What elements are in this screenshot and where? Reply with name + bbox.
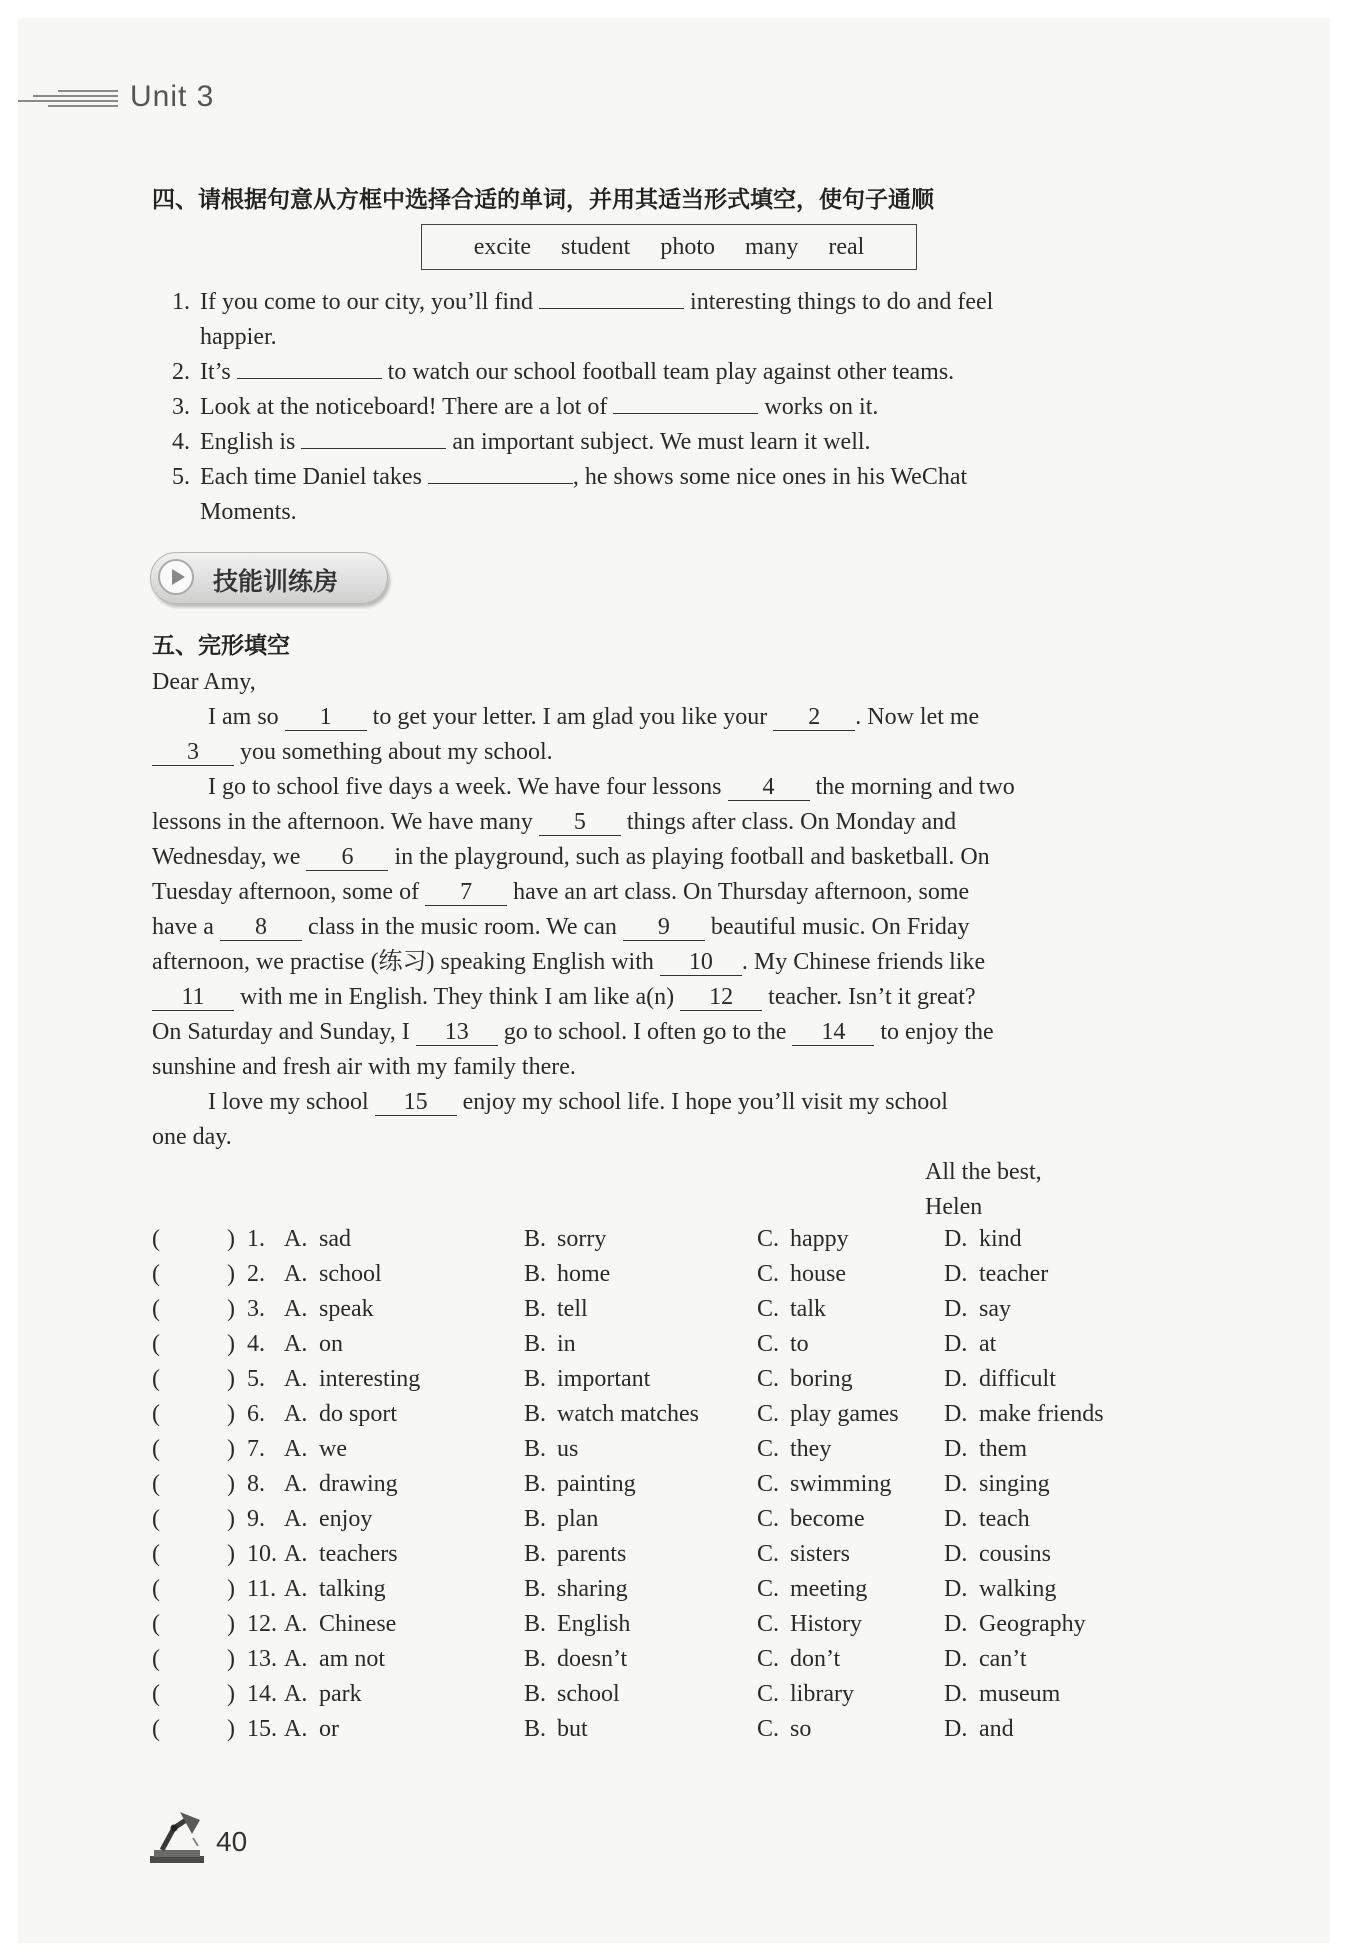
- choice-b[interactable]: sharing: [557, 1576, 628, 1602]
- cloze-blank[interactable]: 2: [773, 704, 855, 731]
- choice-letter-a: A.: [284, 1261, 308, 1287]
- choice-b[interactable]: plan: [557, 1506, 599, 1532]
- question-number: 13.: [247, 1646, 277, 1672]
- choice-a[interactable]: drawing: [319, 1471, 398, 1497]
- choice-letter-b: B.: [524, 1541, 547, 1567]
- choice-letter-b: B.: [524, 1506, 547, 1532]
- passage-line: I am so 1 to get your letter. I am glad you like your 2 . Now let me: [208, 704, 980, 730]
- choice-letter-c: C.: [757, 1296, 780, 1322]
- choice-letter-a: A.: [284, 1296, 308, 1322]
- choice-c[interactable]: house: [790, 1261, 846, 1287]
- question-number: 10.: [247, 1541, 277, 1567]
- choice-letter-b: B.: [524, 1296, 547, 1322]
- choice-c[interactable]: play games: [790, 1401, 899, 1427]
- choice-d[interactable]: and: [979, 1716, 1014, 1742]
- answer-paren-close: ): [227, 1646, 235, 1672]
- question-number: 9.: [247, 1506, 265, 1532]
- answer-paren-open[interactable]: (: [152, 1331, 160, 1357]
- choice-a[interactable]: talking: [319, 1576, 386, 1602]
- desk-lamp-icon: [148, 1810, 206, 1864]
- choice-letter-d: D.: [944, 1401, 968, 1427]
- choice-b[interactable]: home: [557, 1261, 611, 1287]
- passage-line: Tuesday afternoon, some of 7 have an art class. On Thursday afternoon, some: [152, 879, 970, 905]
- passage-line: 11 with me in English. They think I am like a(n) 12 teacher. Isn’t it great?: [152, 980, 976, 1015]
- choice-b[interactable]: watch matches: [557, 1401, 699, 1427]
- passage-line: have a 8 class in the music room. We can 9 beautiful music. On Friday: [152, 914, 970, 940]
- choice-d[interactable]: can’t: [979, 1646, 1027, 1672]
- choice-letter-c: C.: [757, 1331, 780, 1357]
- choice-letter-b: B.: [524, 1261, 547, 1287]
- answer-paren-close: ): [227, 1541, 235, 1567]
- choice-letter-b: B.: [524, 1401, 547, 1427]
- choice-c[interactable]: talk: [790, 1296, 826, 1322]
- choice-c[interactable]: library: [790, 1681, 854, 1707]
- choice-b[interactable]: tell: [557, 1296, 588, 1322]
- question-4: 4. English is an important subject. We must learn it well.: [172, 429, 871, 455]
- choice-letter-c: C.: [757, 1261, 780, 1287]
- option-row: [152, 1327, 1202, 1362]
- choice-letter-a: A.: [284, 1331, 308, 1357]
- choice-b[interactable]: school: [557, 1681, 620, 1707]
- unit-title: Unit 3: [130, 80, 215, 113]
- choice-letter-d: D.: [944, 1646, 968, 1672]
- choice-c[interactable]: boring: [790, 1366, 853, 1392]
- question-number: 8.: [247, 1471, 265, 1497]
- option-row: [152, 1467, 1202, 1502]
- passage-line: one day.: [152, 1124, 232, 1150]
- question-number: 1.: [247, 1226, 265, 1252]
- cloze-blank[interactable]: 6: [306, 844, 388, 871]
- choice-letter-d: D.: [944, 1261, 968, 1287]
- word-bank-item: many: [745, 233, 799, 260]
- choice-letter-a: A.: [284, 1576, 308, 1602]
- choice-letter-c: C.: [757, 1401, 780, 1427]
- passage-line: I love my school 15 enjoy my school life. I hope you’ll visit my school: [208, 1089, 948, 1115]
- choice-letter-a: A.: [284, 1611, 308, 1637]
- choice-letter-c: C.: [757, 1576, 780, 1602]
- answer-paren-open[interactable]: (: [152, 1261, 160, 1287]
- passage-line: Wednesday, we 6 in the playground, such as playing football and basketball. On: [152, 844, 990, 870]
- answer-paren-open[interactable]: (: [152, 1576, 160, 1602]
- choice-letter-d: D.: [944, 1436, 968, 1462]
- question-number: 6.: [247, 1401, 265, 1427]
- letter-greeting: Dear Amy,: [152, 669, 256, 695]
- page-number: 40: [216, 1826, 248, 1857]
- choice-c[interactable]: sisters: [790, 1541, 850, 1567]
- cloze-blank[interactable]: 9: [623, 914, 705, 941]
- choice-a[interactable]: am not: [319, 1646, 385, 1672]
- cloze-blank[interactable]: 10: [660, 949, 742, 976]
- option-row: [152, 1677, 1202, 1712]
- answer-paren-open[interactable]: (: [152, 1436, 160, 1462]
- choice-b[interactable]: doesn’t: [557, 1646, 628, 1672]
- answer-paren-open[interactable]: (: [152, 1296, 160, 1322]
- letter-signature: Helen: [925, 1194, 983, 1220]
- choice-c[interactable]: happy: [790, 1226, 849, 1252]
- question-5-continued: Moments.: [200, 499, 297, 525]
- choice-letter-b: B.: [524, 1611, 547, 1637]
- cloze-blank[interactable]: 8: [220, 914, 302, 941]
- choice-letter-d: D.: [944, 1716, 968, 1742]
- answer-paren-close: ): [227, 1226, 235, 1252]
- header-speed-lines: [18, 90, 118, 106]
- choice-letter-d: D.: [944, 1576, 968, 1602]
- choice-letter-a: A.: [284, 1436, 308, 1462]
- answer-blank[interactable]: [301, 428, 446, 449]
- choice-letter-c: C.: [757, 1646, 780, 1672]
- passage-line: afternoon, we practise (练习) speaking English with 10 . My Chinese friends like: [152, 949, 986, 975]
- answer-blank[interactable]: [539, 288, 684, 309]
- word-bank-item: real: [828, 233, 865, 260]
- choice-letter-b: B.: [524, 1471, 547, 1497]
- choice-letter-a: A.: [284, 1401, 308, 1427]
- skills-training-badge: [150, 552, 388, 604]
- choice-d[interactable]: cousins: [979, 1541, 1051, 1567]
- letter-closing: All the best,: [925, 1159, 1042, 1185]
- choice-c[interactable]: History: [790, 1611, 862, 1637]
- question-number: 4.: [247, 1331, 265, 1357]
- answer-paren-open[interactable]: (: [152, 1716, 160, 1742]
- answer-paren-close: ): [227, 1611, 235, 1637]
- choice-d[interactable]: them: [979, 1436, 1027, 1462]
- answer-paren-open[interactable]: (: [152, 1226, 160, 1252]
- choice-letter-a: A.: [284, 1506, 308, 1532]
- question-1: 1. If you come to our city, you’ll find interesting things to do and feel: [172, 289, 994, 315]
- choice-b[interactable]: sorry: [557, 1226, 607, 1252]
- cloze-blank[interactable]: 12: [680, 984, 762, 1011]
- cloze-blank[interactable]: 1: [285, 704, 367, 731]
- choice-d[interactable]: make friends: [979, 1401, 1104, 1427]
- choice-letter-d: D.: [944, 1541, 968, 1567]
- passage-line: lessons in the afternoon. We have many 5 things after class. On Monday and: [152, 809, 957, 835]
- cloze-blank[interactable]: 7: [425, 879, 507, 906]
- choice-a[interactable]: school: [319, 1261, 382, 1287]
- choice-letter-b: B.: [524, 1646, 547, 1672]
- answer-paren-close: ): [227, 1471, 235, 1497]
- answer-paren-open[interactable]: (: [152, 1681, 160, 1707]
- question-2: 2. It’s to watch our school football team play against other teams.: [172, 359, 955, 385]
- option-row: [152, 1222, 1202, 1257]
- choice-c[interactable]: become: [790, 1506, 865, 1532]
- question-number: 11.: [247, 1576, 277, 1602]
- choice-b[interactable]: in: [557, 1331, 576, 1357]
- choice-d[interactable]: Geography: [979, 1611, 1086, 1637]
- option-row: [152, 1642, 1202, 1677]
- question-number: 15.: [247, 1716, 277, 1742]
- choice-letter-c: C.: [757, 1541, 780, 1567]
- option-row: [152, 1537, 1202, 1572]
- choice-d[interactable]: teach: [979, 1506, 1030, 1532]
- choice-c[interactable]: meeting: [790, 1576, 868, 1602]
- choice-a[interactable]: or: [319, 1716, 339, 1742]
- choice-letter-d: D.: [944, 1366, 968, 1392]
- cloze-blank[interactable]: 14: [792, 1019, 874, 1046]
- cloze-blank[interactable]: 5: [539, 809, 621, 836]
- question-number: 12.: [247, 1611, 277, 1637]
- cloze-blank[interactable]: 11: [152, 984, 234, 1011]
- question-1-continued: happier.: [200, 324, 277, 350]
- question-number: 3.: [247, 1296, 265, 1322]
- choice-letter-c: C.: [757, 1436, 780, 1462]
- option-row: [152, 1607, 1202, 1642]
- choice-letter-d: D.: [944, 1506, 968, 1532]
- answer-paren-open[interactable]: (: [152, 1471, 160, 1497]
- option-row: [152, 1397, 1202, 1432]
- choice-d[interactable]: teacher: [979, 1261, 1049, 1287]
- option-row: [152, 1502, 1202, 1537]
- answer-paren-close: ): [227, 1366, 235, 1392]
- answer-paren-open[interactable]: (: [152, 1506, 160, 1532]
- answer-paren-open[interactable]: (: [152, 1366, 160, 1392]
- choice-b[interactable]: us: [557, 1436, 579, 1462]
- answer-paren-open[interactable]: (: [152, 1401, 160, 1427]
- choice-letter-c: C.: [757, 1716, 780, 1742]
- choice-a[interactable]: we: [319, 1436, 347, 1462]
- answer-paren-close: ): [227, 1331, 235, 1357]
- answer-paren-open[interactable]: (: [152, 1541, 160, 1567]
- cloze-blank[interactable]: 3: [152, 739, 234, 766]
- answer-paren-open[interactable]: (: [152, 1646, 160, 1672]
- answer-paren-close: ): [227, 1681, 235, 1707]
- choice-a[interactable]: speak: [319, 1296, 374, 1322]
- choice-letter-b: B.: [524, 1226, 547, 1252]
- choice-d[interactable]: museum: [979, 1681, 1061, 1707]
- question-5: 5. Each time Daniel takes , he shows some nice ones in his WeChat: [172, 464, 968, 490]
- choice-a[interactable]: interesting: [319, 1366, 421, 1392]
- answer-paren-close: ): [227, 1436, 235, 1462]
- choice-letter-a: A.: [284, 1471, 308, 1497]
- answer-paren-close: ): [227, 1576, 235, 1602]
- choice-a[interactable]: Chinese: [319, 1611, 397, 1637]
- choice-letter-d: D.: [944, 1226, 968, 1252]
- choice-a[interactable]: sad: [319, 1226, 351, 1252]
- option-row: [152, 1432, 1202, 1467]
- choice-c[interactable]: don’t: [790, 1646, 841, 1672]
- question-number: 7.: [247, 1436, 265, 1462]
- passage-line: I go to school five days a week. We have four lessons 4 the morning and two: [208, 774, 1015, 800]
- section4-title: 四、请根据句意从方框中选择合适的单词，并用其适当形式填空，使句子通顺: [152, 187, 934, 213]
- choice-c[interactable]: to: [790, 1331, 809, 1357]
- choice-letter-b: B.: [524, 1436, 547, 1462]
- choice-letter-c: C.: [757, 1366, 780, 1392]
- choice-b[interactable]: but: [557, 1716, 588, 1742]
- choice-letter-c: C.: [757, 1226, 780, 1252]
- play-icon: [158, 559, 194, 595]
- choice-letter-a: A.: [284, 1716, 308, 1742]
- choice-d[interactable]: kind: [979, 1226, 1022, 1252]
- choice-a[interactable]: on: [319, 1331, 343, 1357]
- choice-letter-a: A.: [284, 1646, 308, 1672]
- question-number: 5.: [247, 1366, 265, 1392]
- cloze-blank[interactable]: 15: [375, 1089, 457, 1116]
- choice-a[interactable]: enjoy: [319, 1506, 373, 1532]
- choice-c[interactable]: swimming: [790, 1471, 892, 1497]
- option-row: [152, 1712, 1202, 1747]
- choice-a[interactable]: park: [319, 1681, 362, 1707]
- answer-paren-close: ): [227, 1261, 235, 1287]
- section5-title: 五、完形填空: [152, 633, 290, 659]
- choice-a[interactable]: do sport: [319, 1401, 397, 1427]
- choice-letter-b: B.: [524, 1366, 547, 1392]
- choice-letter-c: C.: [757, 1471, 780, 1497]
- word-bank-box: [421, 224, 917, 270]
- choice-letter-d: D.: [944, 1331, 968, 1357]
- choice-letter-b: B.: [524, 1681, 547, 1707]
- choice-b[interactable]: parents: [557, 1541, 627, 1567]
- answer-paren-close: ): [227, 1506, 235, 1532]
- question-3: 3. Look at the noticeboard! There are a lot of works on it.: [172, 394, 879, 420]
- choice-d[interactable]: walking: [979, 1576, 1057, 1602]
- choice-letter-b: B.: [524, 1576, 547, 1602]
- word-bank-item: student: [561, 233, 631, 260]
- question-number: 14.: [247, 1681, 277, 1707]
- choice-letter-a: A.: [284, 1681, 308, 1707]
- choice-letter-a: A.: [284, 1226, 308, 1252]
- passage-line: On Saturday and Sunday, I 13 go to school. I often go to the 14 to enjoy the: [152, 1019, 994, 1045]
- word-bank-item: excite: [473, 233, 531, 260]
- choice-b[interactable]: English: [557, 1611, 631, 1637]
- word-bank-item: photo: [660, 233, 715, 260]
- choice-c[interactable]: so: [790, 1716, 812, 1742]
- answer-paren-open[interactable]: (: [152, 1611, 160, 1637]
- option-row: [152, 1572, 1202, 1607]
- badge-label: 技能训练房: [213, 567, 339, 596]
- choice-letter-d: D.: [944, 1471, 968, 1497]
- option-row: [152, 1292, 1202, 1327]
- option-row: [152, 1257, 1202, 1292]
- choice-d[interactable]: at: [979, 1331, 997, 1357]
- question-number: 2.: [247, 1261, 265, 1287]
- choice-b[interactable]: painting: [557, 1471, 636, 1497]
- passage-line: 3 you something about my school.: [152, 735, 553, 770]
- option-row: [152, 1362, 1202, 1397]
- answer-paren-close: ): [227, 1401, 235, 1427]
- choice-d[interactable]: difficult: [979, 1366, 1056, 1392]
- choice-letter-a: A.: [284, 1541, 308, 1567]
- choice-letter-b: B.: [524, 1716, 547, 1742]
- choice-letter-d: D.: [944, 1611, 968, 1637]
- choice-letter-c: C.: [757, 1681, 780, 1707]
- answer-blank[interactable]: [237, 358, 382, 379]
- answer-paren-close: ): [227, 1716, 235, 1742]
- choice-letter-c: C.: [757, 1506, 780, 1532]
- choice-letter-b: B.: [524, 1331, 547, 1357]
- choice-letter-a: A.: [284, 1366, 308, 1392]
- passage-line: sunshine and fresh air with my family there.: [152, 1054, 576, 1080]
- choice-b[interactable]: important: [557, 1366, 651, 1392]
- choice-d[interactable]: singing: [979, 1471, 1050, 1497]
- choice-letter-d: D.: [944, 1296, 968, 1322]
- cloze-blank[interactable]: 13: [416, 1019, 498, 1046]
- answer-blank[interactable]: [613, 393, 758, 414]
- choice-d[interactable]: say: [979, 1296, 1011, 1322]
- choice-letter-c: C.: [757, 1611, 780, 1637]
- choice-a[interactable]: teachers: [319, 1541, 398, 1567]
- choice-letter-d: D.: [944, 1681, 968, 1707]
- answer-paren-close: ): [227, 1296, 235, 1322]
- answer-blank[interactable]: [428, 463, 573, 484]
- cloze-blank[interactable]: 4: [728, 774, 810, 801]
- choice-c[interactable]: they: [790, 1436, 832, 1462]
